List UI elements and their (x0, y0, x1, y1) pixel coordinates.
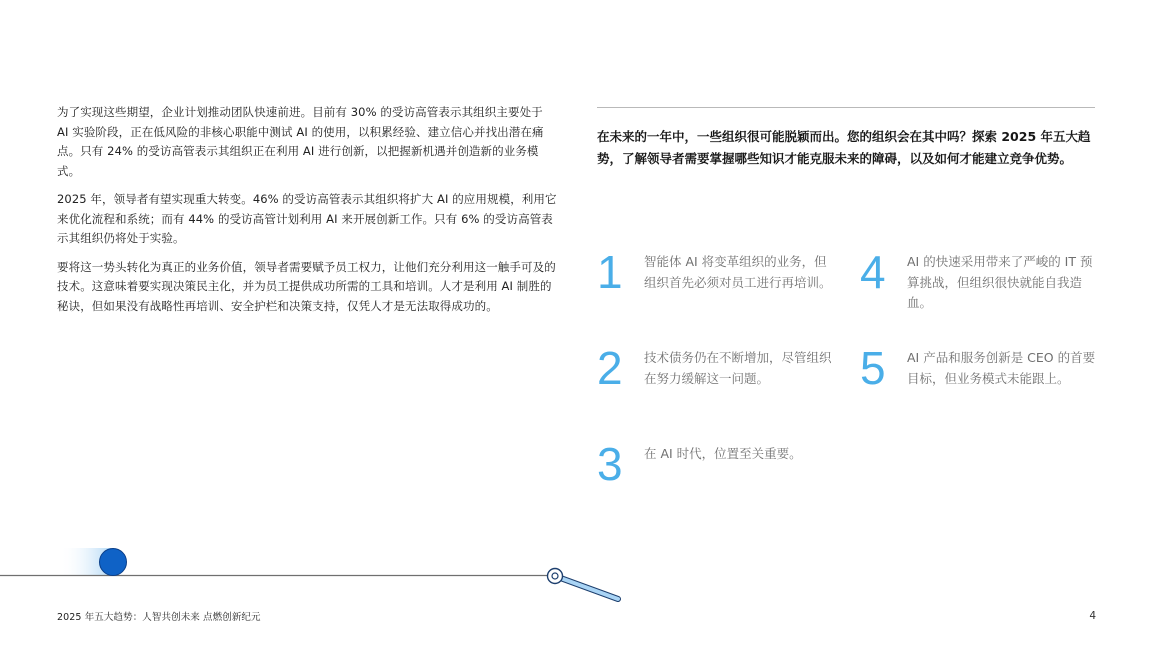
paragraph: 为了实现这些期望，企业计划推动团队快速前进。目前有 30% 的受访高管表示其组织主要处于 AI 实验阶段，正在低风险的非核心职能中测试 AI 的使用，以积累经验、建立信心并找出潜在痛点。只有 24% 的受访高管表示其组织正在利用 AI 进行创新，以把握新机遇并创造新的业务模式。 (57, 105, 544, 178)
trend-text: 技术债务仍在不断增加，尽管组织在努力缓解这一问题。 (644, 350, 832, 386)
timeline-dot (100, 549, 127, 576)
trend-item (860, 246, 1100, 322)
paragraph: 要将这一势头转化为真正的业务价值，领导者需要赋予员工权力，让他们充分利用这一触手可及的技术。这意味着要实现决策民主化，并为员工提供成功所需的工具和培训。人才是利用 AI 制胜的秘诀，但如果没有战略性再培训、安全护栏和决策支持，仅凭人才是无法取得成功的。 (57, 259, 556, 313)
trend-item (860, 342, 1100, 418)
timeline-graphic (0, 540, 640, 610)
trend-item (597, 246, 837, 322)
trend-number: 4 (860, 246, 886, 298)
paragraph: 2025 年，领导者有望实现重大转变。46% 的受访高管表示其组织将扩大 AI 的应用规模，利用它来优化流程和系统；而有 44% 的受访高管计划利用 AI 来开展创新工作。只有 6% 的受访高管表示其组织仍将处于实验。 (57, 192, 557, 245)
trend-number: 2 (597, 342, 623, 394)
trend-text: 在 AI 时代，位置至关重要。 (644, 446, 802, 461)
body-text (57, 103, 557, 325)
trend-number: 5 (860, 342, 886, 394)
trend-item (597, 438, 837, 514)
page-number: 4 (1089, 610, 1096, 622)
divider (597, 107, 1095, 108)
timeline-needle (548, 569, 619, 600)
intro-text: 在未来的一年中，一些组织很可能脱颖而出。您的组织会在其中吗？探索 2025 年五大趋势，了解领导者需要掌握哪些知识才能克服未来的障碍，以及如何才能建立竞争优势。 (597, 129, 1091, 166)
trend-text: AI 产品和服务创新是 CEO 的首要目标，但业务模式未能跟上。 (907, 350, 1096, 386)
trend-item (597, 342, 837, 418)
footer-title: 2025 年五大趋势：人智共创未来 点燃创新纪元 (57, 612, 261, 623)
trend-number: 1 (597, 246, 623, 298)
trend-number: 3 (597, 438, 623, 490)
trend-text: AI 的快速采用带来了严峻的 IT 预算挑战，但组织很快就能自我造血。 (907, 254, 1093, 310)
trend-text: 智能体 AI 将变革组织的业务，但组织首先必须对员工进行再培训。 (644, 254, 832, 290)
